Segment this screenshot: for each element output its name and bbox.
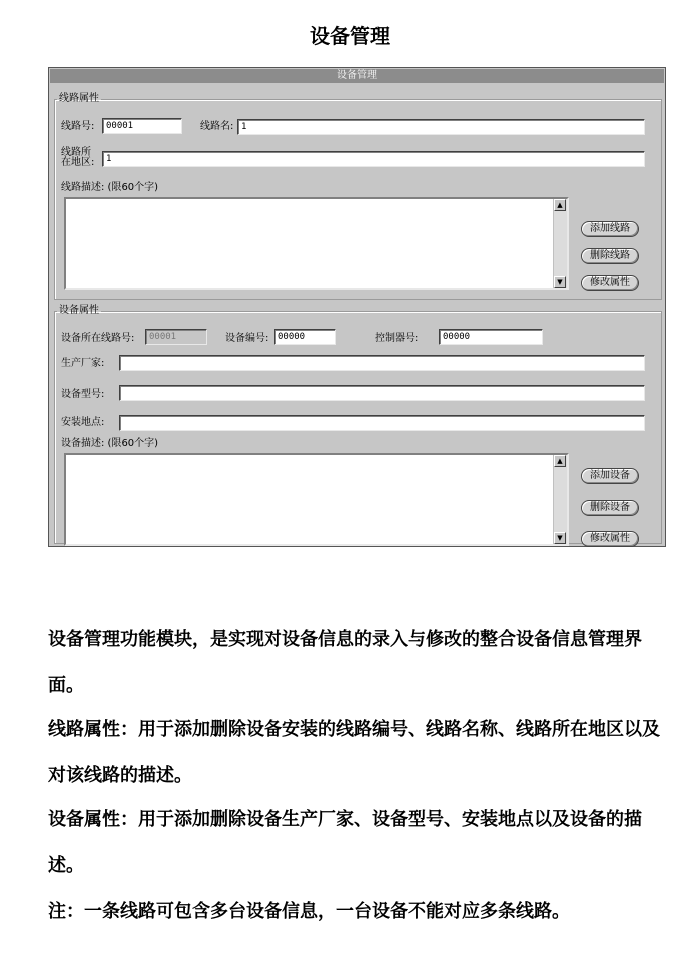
edit-device-properties-button[interactable]: 修改属性: [581, 531, 639, 547]
line-properties-legend: 线路属性: [59, 93, 99, 104]
install-location-input[interactable]: [119, 415, 645, 431]
device-line-no-label: 设备所在线路号:: [61, 333, 135, 344]
add-line-button[interactable]: 添加线路: [581, 221, 639, 237]
device-model-label: 设备型号:: [61, 389, 105, 400]
device-desc-label: 设备描述: (限60个字): [61, 438, 159, 449]
device-properties-paragraph: 设备属性：用于添加删除设备生产厂家、设备型号、安装地点以及设备的描述。: [48, 809, 642, 876]
scroll-down-arrow-icon[interactable]: ▼: [554, 532, 566, 544]
device-properties-group: [54, 306, 662, 544]
line-properties-group: [54, 94, 662, 300]
edit-line-properties-button[interactable]: 修改属性: [581, 275, 639, 291]
device-no-input[interactable]: 00000: [274, 329, 336, 345]
device-desc-textarea[interactable]: [64, 453, 569, 546]
delete-line-button[interactable]: 删除线路: [581, 248, 639, 264]
line-name-label: 线路名:: [200, 121, 234, 132]
scroll-up-arrow-icon[interactable]: ▲: [554, 455, 566, 467]
install-location-label: 安装地点:: [61, 417, 105, 428]
window-title-bar: 设备管理: [50, 69, 664, 83]
manufacturer-input[interactable]: [119, 355, 645, 371]
device-management-window: [48, 67, 666, 547]
line-desc-textarea[interactable]: [64, 197, 569, 290]
region-label-line1: 线路所: [61, 147, 91, 158]
device-line-no-input: 00001: [145, 329, 207, 345]
scroll-up-arrow-icon[interactable]: ▲: [554, 199, 566, 211]
region-input[interactable]: 1: [102, 151, 645, 167]
line-desc-label: 线路描述: (限60个字): [61, 182, 159, 193]
manufacturer-label: 生产厂家:: [61, 358, 105, 369]
line-name-input[interactable]: 1: [237, 119, 645, 135]
page-title: 设备管理: [310, 24, 390, 48]
controller-no-input[interactable]: 00000: [439, 329, 543, 345]
line-no-label: 线路号:: [61, 121, 95, 132]
device-model-input[interactable]: [119, 385, 645, 401]
line-desc-scrollbar[interactable]: [553, 199, 567, 288]
device-properties-legend: 设备属性: [59, 305, 99, 316]
scroll-down-arrow-icon[interactable]: ▼: [554, 276, 566, 288]
line-properties-paragraph: 线路属性：用于添加删除设备安装的线路编号、线路名称、线路所在地区以及对该线路的描述。: [48, 719, 660, 786]
intro-paragraph: 设备管理功能模块，是实现对设备信息的录入与修改的整合设备信息管理界面。: [48, 629, 642, 696]
delete-device-button[interactable]: 删除设备: [581, 500, 639, 516]
region-label-line2: 在地区:: [61, 157, 95, 168]
add-device-button[interactable]: 添加设备: [581, 468, 639, 484]
device-desc-scrollbar[interactable]: [553, 455, 567, 544]
note-paragraph: 注：一条线路可包含多台设备信息，一台设备不能对应多条线路。: [48, 901, 570, 922]
controller-no-label: 控制器号:: [375, 333, 419, 344]
line-no-input[interactable]: 00001: [102, 118, 182, 134]
device-no-label: 设备编号:: [225, 333, 269, 344]
